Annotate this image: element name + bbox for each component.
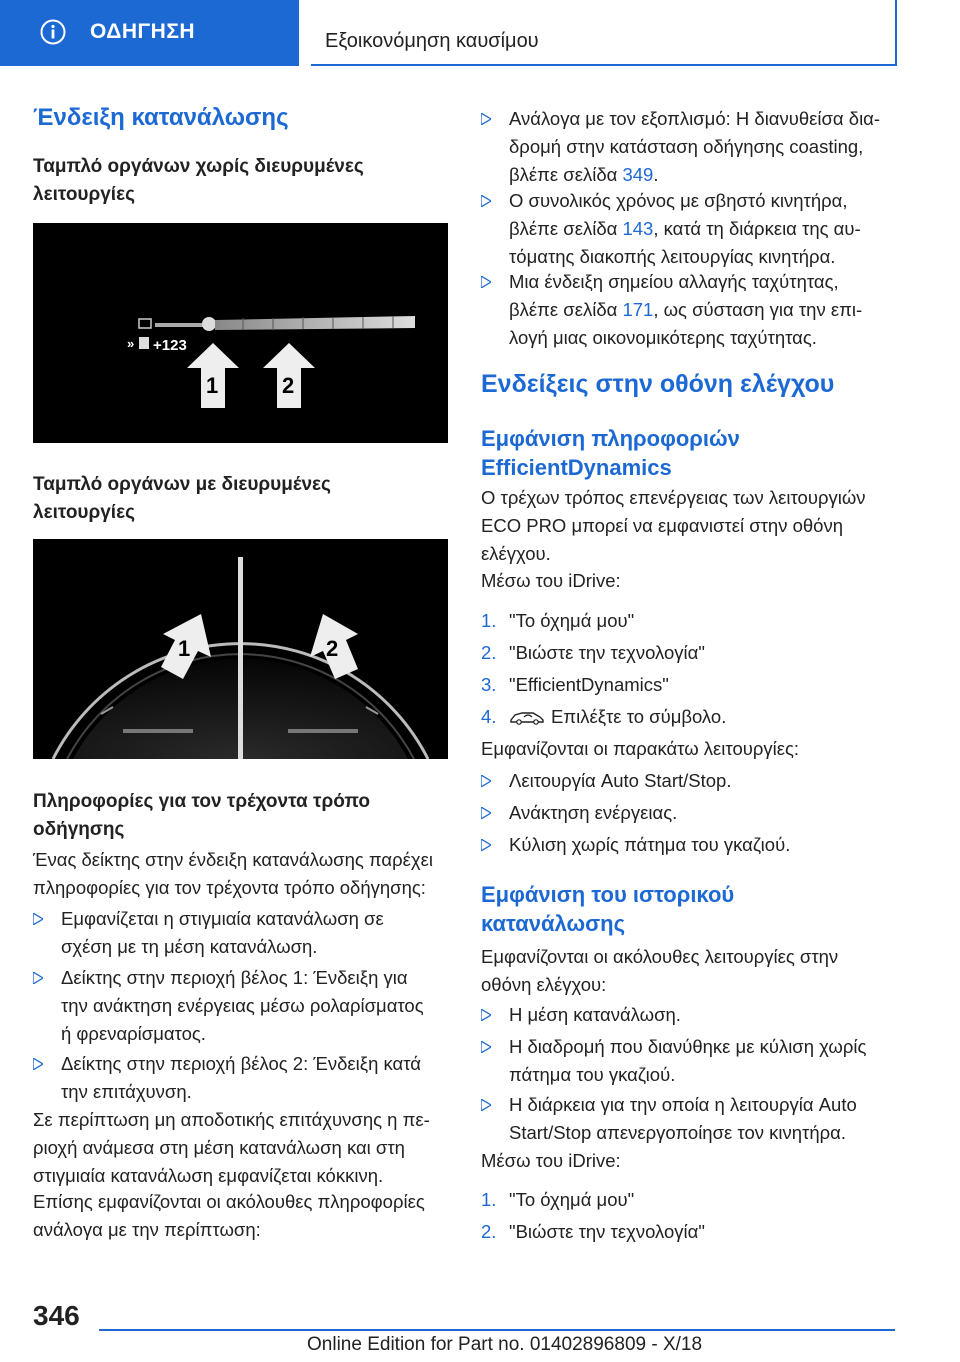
bullet-triangle-icon — [481, 1099, 491, 1111]
subheading-no-extended: Ταμπλό οργάνων χωρίς διευρυμένες λειτουργίες — [33, 156, 364, 205]
arrow-label-1: 1 — [178, 636, 191, 661]
bullet-triangle-icon — [481, 807, 491, 819]
bullet-triangle-icon — [33, 1058, 43, 1070]
bullet-triangle-icon — [481, 1041, 491, 1053]
paragraph-additional-info: Επίσης εμφανίζονται οι ακόλουθες πληροφορίες ανάλογα με την περίπτωση: — [33, 1191, 425, 1240]
paragraph-inefficient: Σε περίπτωση μη αποδοτικής επιτάχυνσης η πε- ριοχή ανάμεσα στη μέση κατανάλωση και στη στιγμιαία κατανάλωση εμφανίζεται κόκκινη. — [33, 1109, 430, 1186]
edition-text: Online Edition for Part no. 01402896809 - X/18 — [307, 1334, 703, 1355]
svg-text:»: » — [127, 336, 135, 351]
instrument-cluster-basic-image — [33, 223, 448, 443]
instrument-cluster-extended-image — [33, 539, 448, 759]
bullet-triangle-icon — [33, 913, 43, 925]
chapter-tab — [311, 0, 897, 66]
info-icon — [40, 19, 66, 45]
bullet-triangle-icon — [481, 195, 491, 207]
bullet-triangle-icon — [481, 775, 491, 787]
page-header — [0, 0, 960, 66]
history-paragraph: Εμφανίζονται οι ακόλουθες λειτουργίες στην οθόνη ελέγχου: — [481, 946, 839, 995]
functions-shown-label: Εμφανίζονται οι παρακάτω λειτουργίες: — [481, 738, 800, 759]
idrive-intro-2: Μέσω του iDrive: — [481, 1150, 621, 1171]
bullet-triangle-icon — [481, 839, 491, 851]
footer-divider — [99, 1329, 895, 1331]
page-number: 346 — [33, 1300, 80, 1331]
section-title: Ένδειξη κατανάλωσης — [33, 104, 289, 131]
page-link[interactable]: 143 — [622, 218, 654, 239]
section-tab[interactable] — [0, 0, 299, 66]
page-link[interactable]: 171 — [622, 299, 654, 320]
bullet-triangle-icon — [481, 113, 491, 125]
arrow-label-1: 1 — [206, 373, 219, 398]
consumption-history-heading: Εμφάνιση του ιστορικού κατανάλωσης — [481, 882, 735, 936]
control-display-heading: Ενδείξεις στην οθόνη ελέγχου — [481, 370, 835, 398]
bullet-triangle-icon — [481, 276, 491, 288]
readout-value: +123 — [153, 337, 187, 354]
section-label: ΟΔΗΓΗΣΗ — [90, 20, 196, 43]
bullet-triangle-icon — [33, 972, 43, 984]
intro-paragraph: Ένας δείκτης στην ένδειξη κατανάλωσης παρέχει πληροφορίες για τον τρέχοντα τρόπο οδήγησης: — [33, 849, 433, 898]
efficientdynamics-heading: Εμφάνιση πληροφοριών EfficientDynamics — [481, 426, 740, 480]
eco-pro-paragraph: Ο τρέχων τρόπος επενέργειας των λειτουργιών ECO PRO μπορεί να εμφανιστεί στην οθόνη ελέγχου. — [481, 487, 866, 564]
arrow-label-2: 2 — [326, 636, 339, 661]
page-link[interactable]: 349 — [622, 164, 654, 185]
chapter-label: Εξοικονόμηση καυσίμου — [325, 30, 539, 52]
bullet-triangle-icon — [481, 1009, 491, 1021]
subheading-driving-mode: Πληροφορίες για τον τρέχοντα τρόπο οδήγησης — [33, 791, 370, 840]
car-eco-icon — [509, 709, 545, 725]
arrow-label-2: 2 — [282, 373, 295, 398]
idrive-intro-1: Μέσω του iDrive: — [481, 570, 621, 591]
subheading-extended: Ταμπλό οργάνων με διευρυμένες λειτουργίες — [33, 474, 331, 523]
